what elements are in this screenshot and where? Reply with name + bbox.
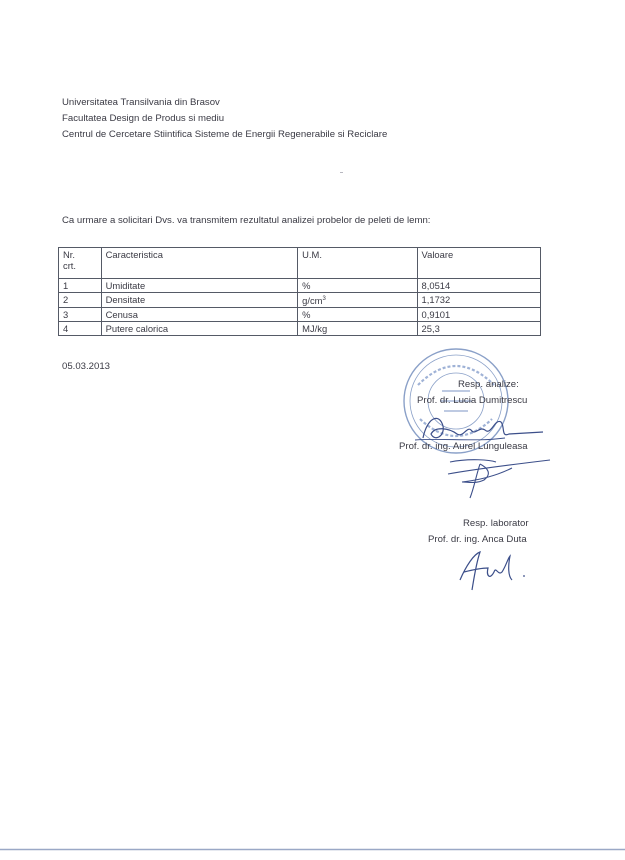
resp-laborator-name: Prof. dr. ing. Anca Duta — [428, 534, 527, 545]
table-row — [59, 308, 541, 322]
scan-speck — [340, 172, 343, 173]
institution-header — [62, 95, 387, 143]
cell-caracteristica: Densitate — [101, 293, 298, 308]
resp-laborator-title: Resp. laborator — [463, 518, 529, 529]
table-row — [59, 279, 541, 293]
header-nr-line2: crt. — [63, 260, 77, 271]
intro-text: Ca urmare a solicitari Dvs. va transmitem rezultatul analizei probelor de peleti de lemn: — [62, 215, 431, 226]
header-valoare: Valoare — [417, 248, 540, 279]
header-nr-line1: Nr. — [63, 249, 75, 260]
cell-valoare: 0,9101 — [417, 308, 540, 322]
cell-nr: 4 — [59, 322, 102, 336]
results-table — [58, 247, 541, 336]
header-research-center: Centrul de Cercetare Stiintifica Sisteme de Energii Regenerabile si Reciclare — [62, 129, 388, 140]
unit-base: g/cm — [302, 295, 323, 307]
cell-caracteristica: Umiditate — [101, 279, 298, 293]
header-nr — [59, 248, 102, 279]
cell-valoare: 1,1732 — [417, 293, 540, 308]
cell-um: MJ/kg — [298, 322, 417, 336]
header-caracteristica: Caracteristica — [101, 248, 298, 279]
cell-nr: 2 — [59, 293, 102, 308]
footer-line — [0, 848, 625, 851]
header-faculty: Facultatea Design de Produs si mediu — [62, 113, 225, 124]
cell-caracteristica: Cenusa — [101, 308, 298, 322]
document-date: 05.03.2013 — [62, 361, 111, 372]
cell-nr: 3 — [59, 308, 102, 322]
cell-um — [298, 293, 417, 308]
second-signatory-name: Prof. dr. ing. Aurel Lunguleasa — [399, 441, 528, 452]
signature-duta — [452, 546, 532, 596]
unit-superscript: 3 — [322, 296, 326, 302]
resp-analize-title: Resp. analize: — [458, 379, 519, 390]
cell-valoare: 25,3 — [417, 322, 540, 336]
header-um: U.M. — [298, 248, 417, 279]
table-header-row — [59, 248, 541, 279]
cell-um: % — [298, 308, 417, 322]
cell-um: % — [298, 279, 417, 293]
signature-lunguleasa — [440, 452, 555, 502]
header-university: Universitatea Transilvania din Brasov — [62, 97, 220, 108]
table-row — [59, 293, 541, 308]
table-row — [59, 322, 541, 336]
cell-valoare: 8,0514 — [417, 279, 540, 293]
resp-analize-name: Prof. dr. Lucia Dumitrescu — [417, 395, 528, 406]
cell-nr: 1 — [59, 279, 102, 293]
cell-caracteristica: Putere calorica — [101, 322, 298, 336]
